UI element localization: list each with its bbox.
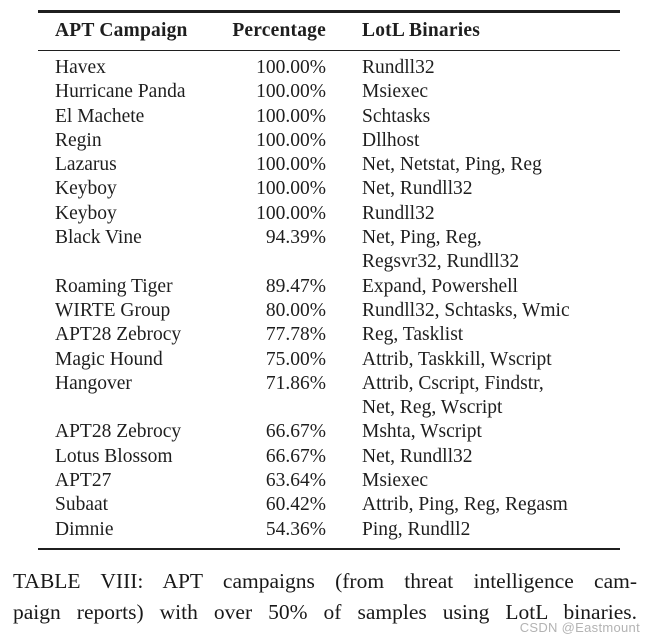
- binaries-line: Rundll32: [362, 57, 435, 78]
- campaign-cell: Magic Hound: [55, 348, 163, 370]
- binaries-cell: [326, 177, 620, 201]
- percentage-cell: 63.64%: [265, 470, 326, 492]
- table-row: [38, 56, 620, 80]
- binaries-cell: [326, 129, 620, 153]
- campaign-cell: Havex: [55, 57, 106, 78]
- percentage-cell: 71.86%: [265, 372, 326, 394]
- binaries-cell: [326, 275, 620, 299]
- binaries-line: Net, Reg, Wscript: [362, 397, 503, 419]
- table-row: [38, 105, 620, 129]
- binaries-cell: [326, 153, 620, 177]
- campaign-cell: Keyboy: [55, 202, 117, 224]
- binaries-line: Msiexec: [362, 81, 429, 103]
- binaries-cell: [326, 445, 620, 469]
- binaries-line: Ping, Rundll2: [362, 518, 471, 540]
- binaries-line: Msiexec: [362, 470, 429, 492]
- binaries-line: Net, Netstat, Ping, Reg: [362, 154, 542, 176]
- percentage-cell: 100.00%: [256, 129, 326, 151]
- campaign-cell: El Machete: [55, 105, 145, 127]
- percentage-cell: 100.00%: [256, 57, 326, 78]
- binaries-cell: [326, 493, 620, 517]
- table-row: [38, 445, 620, 469]
- table-bottom-rule: [38, 548, 620, 551]
- percentage-cell: 66.67%: [265, 421, 326, 443]
- binaries-cell: [326, 372, 620, 421]
- binaries-line: Attrib, Cscript, Findstr,: [362, 372, 544, 394]
- table-row: [38, 348, 620, 372]
- header-lotl-binaries: LotL Binaries: [362, 19, 480, 41]
- header-apt-campaign: APT Campaign: [55, 19, 188, 41]
- table-row: [38, 469, 620, 493]
- binaries-line: Attrib, Ping, Reg, Regasm: [362, 494, 568, 516]
- percentage-cell: 94.39%: [265, 227, 326, 249]
- campaign-cell: Hurricane Panda: [55, 81, 186, 103]
- campaign-cell: Regin: [55, 129, 102, 151]
- percentage-cell: 100.00%: [256, 202, 326, 224]
- binaries-line: Expand, Powershell: [362, 275, 518, 297]
- percentage-cell: 66.67%: [265, 445, 326, 467]
- binaries-line: Rundll32: [362, 202, 435, 224]
- binaries-cell: [326, 80, 620, 104]
- percentage-cell: 75.00%: [265, 348, 326, 370]
- binaries-cell: [326, 105, 620, 129]
- table-row: [38, 80, 620, 104]
- binaries-line: Rundll32, Schtasks, Wmic: [362, 299, 570, 321]
- percentage-cell: 100.00%: [256, 178, 326, 200]
- percentage-cell: 100.00%: [256, 105, 326, 127]
- percentage-cell: 100.00%: [256, 154, 326, 176]
- table-row: [38, 493, 620, 517]
- caption-line-2: paign reports) with over 50% of samples using LotL binaries.: [13, 599, 637, 624]
- table-row: [38, 153, 620, 177]
- percentage-cell: 60.42%: [265, 494, 326, 516]
- table-row: [38, 372, 620, 421]
- binaries-cell: [326, 226, 620, 275]
- binaries-line: Net, Rundll32: [362, 178, 473, 200]
- table-caption: [13, 566, 637, 627]
- binaries-line: Net, Ping, Reg,: [362, 227, 482, 249]
- apt-campaign-table: [38, 10, 620, 550]
- campaign-cell: Subaat: [55, 494, 109, 516]
- table-header-row: [38, 13, 620, 50]
- header-percentage: Percentage: [232, 19, 326, 41]
- campaign-cell: Dimnie: [55, 518, 114, 540]
- table-row: [38, 323, 620, 347]
- table-row: [38, 299, 620, 323]
- campaign-cell: Hangover: [55, 372, 132, 394]
- binaries-cell: [326, 348, 620, 372]
- campaign-cell: Lazarus: [55, 154, 117, 176]
- binaries-cell: [326, 323, 620, 347]
- campaign-cell: Keyboy: [55, 178, 117, 200]
- percentage-cell: 100.00%: [256, 81, 326, 103]
- binaries-line: Dllhost: [362, 129, 420, 151]
- binaries-cell: [326, 469, 620, 493]
- campaign-cell: WIRTE Group: [55, 299, 171, 321]
- campaign-cell: APT28 Zebrocy: [55, 421, 182, 443]
- binaries-line: Reg, Tasklist: [362, 324, 464, 346]
- table-row: [38, 518, 620, 542]
- percentage-cell: 54.36%: [265, 518, 326, 540]
- percentage-cell: 80.00%: [265, 299, 326, 321]
- binaries-line: Net, Rundll32: [362, 445, 473, 467]
- binaries-line: Mshta, Wscript: [362, 421, 482, 443]
- campaign-cell: Lotus Blossom: [55, 445, 173, 467]
- table-row: [38, 177, 620, 201]
- binaries-line: Schtasks: [362, 105, 431, 127]
- binaries-cell: [326, 420, 620, 444]
- table-row: [38, 226, 620, 275]
- table-row: [38, 129, 620, 153]
- binaries-cell: [326, 299, 620, 323]
- binaries-cell: [326, 56, 620, 80]
- campaign-cell: APT27: [55, 470, 112, 492]
- percentage-cell: 77.78%: [265, 324, 326, 346]
- caption-line-1: TABLE VIII: APT campaigns (from threat intelligence cam-: [13, 569, 637, 593]
- campaign-cell: APT28 Zebrocy: [55, 324, 182, 346]
- binaries-line: Regsvr32, Rundll32: [362, 251, 520, 273]
- campaign-cell: Roaming Tiger: [55, 275, 173, 297]
- campaign-cell: Black Vine: [55, 227, 142, 249]
- binaries-line: Attrib, Taskkill, Wscript: [362, 348, 552, 370]
- table-body: [38, 51, 620, 548]
- table-row: [38, 275, 620, 299]
- csdn-watermark: CSDN @Eastmount: [519, 620, 640, 635]
- binaries-cell: [326, 202, 620, 226]
- table-row: [38, 202, 620, 226]
- percentage-cell: 89.47%: [265, 275, 326, 297]
- binaries-cell: [326, 518, 620, 542]
- table-row: [38, 420, 620, 444]
